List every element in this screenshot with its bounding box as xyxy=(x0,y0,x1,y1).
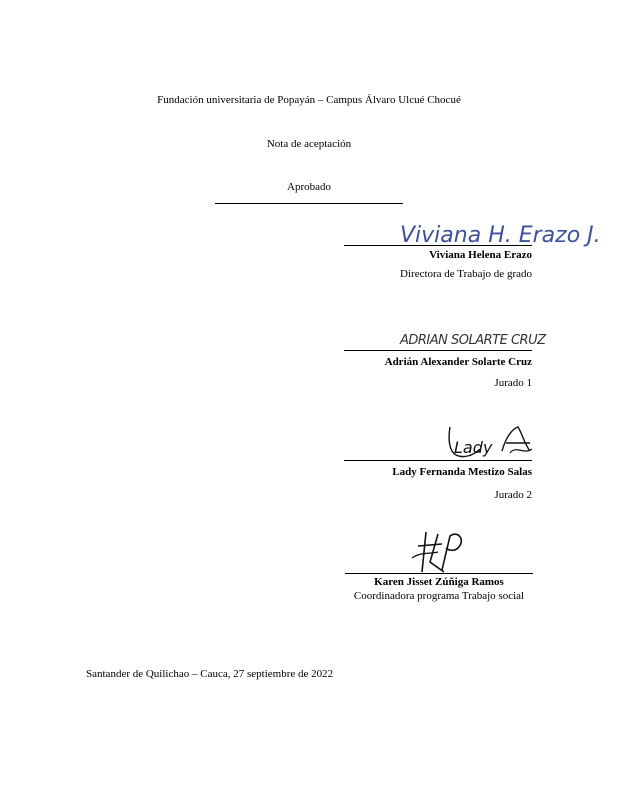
approval-line xyxy=(215,203,403,204)
signature-line-4 xyxy=(345,573,533,574)
signer-name-1: Viviana Helena Erazo xyxy=(429,249,532,261)
signature-adrian-text: ADRIAN SOLARTE CRUZ xyxy=(400,333,546,348)
signature-viviana xyxy=(398,212,601,248)
place-date: Santander de Quilichao – Cauca, 27 septiembre de 2022 xyxy=(86,668,334,680)
signer-name-2: Adrián Alexander Solarte Cruz xyxy=(384,356,532,368)
signature-lady xyxy=(440,415,540,460)
signer-role-1: Directora de Trabajo de grado xyxy=(400,268,532,280)
signer-role-3: Jurado 2 xyxy=(494,489,532,501)
signer-role-2: Jurado 1 xyxy=(494,377,532,389)
signer-role-4: Coordinadora programa Trabajo social xyxy=(353,590,525,602)
note-title: Nota de aceptación xyxy=(266,138,352,150)
signature-line-1 xyxy=(344,245,532,246)
signature-karen xyxy=(408,528,468,576)
institution-name: Fundación universitaria de Popayán – Campus Álvaro Ulcué Chocué xyxy=(157,94,461,106)
signer-name-4: Karen Jisset Zúñiga Ramos xyxy=(374,576,504,588)
signature-lady-text: Lady xyxy=(454,438,493,457)
signature-viviana-text: Viviana H. Erazo J. xyxy=(400,223,601,248)
approved-label: Aprobado xyxy=(287,181,331,193)
signature-line-3 xyxy=(344,460,532,461)
signer-name-3: Lady Fernanda Mestizo Salas xyxy=(392,466,532,478)
signature-adrian xyxy=(400,328,546,350)
signature-line-2 xyxy=(344,350,532,351)
